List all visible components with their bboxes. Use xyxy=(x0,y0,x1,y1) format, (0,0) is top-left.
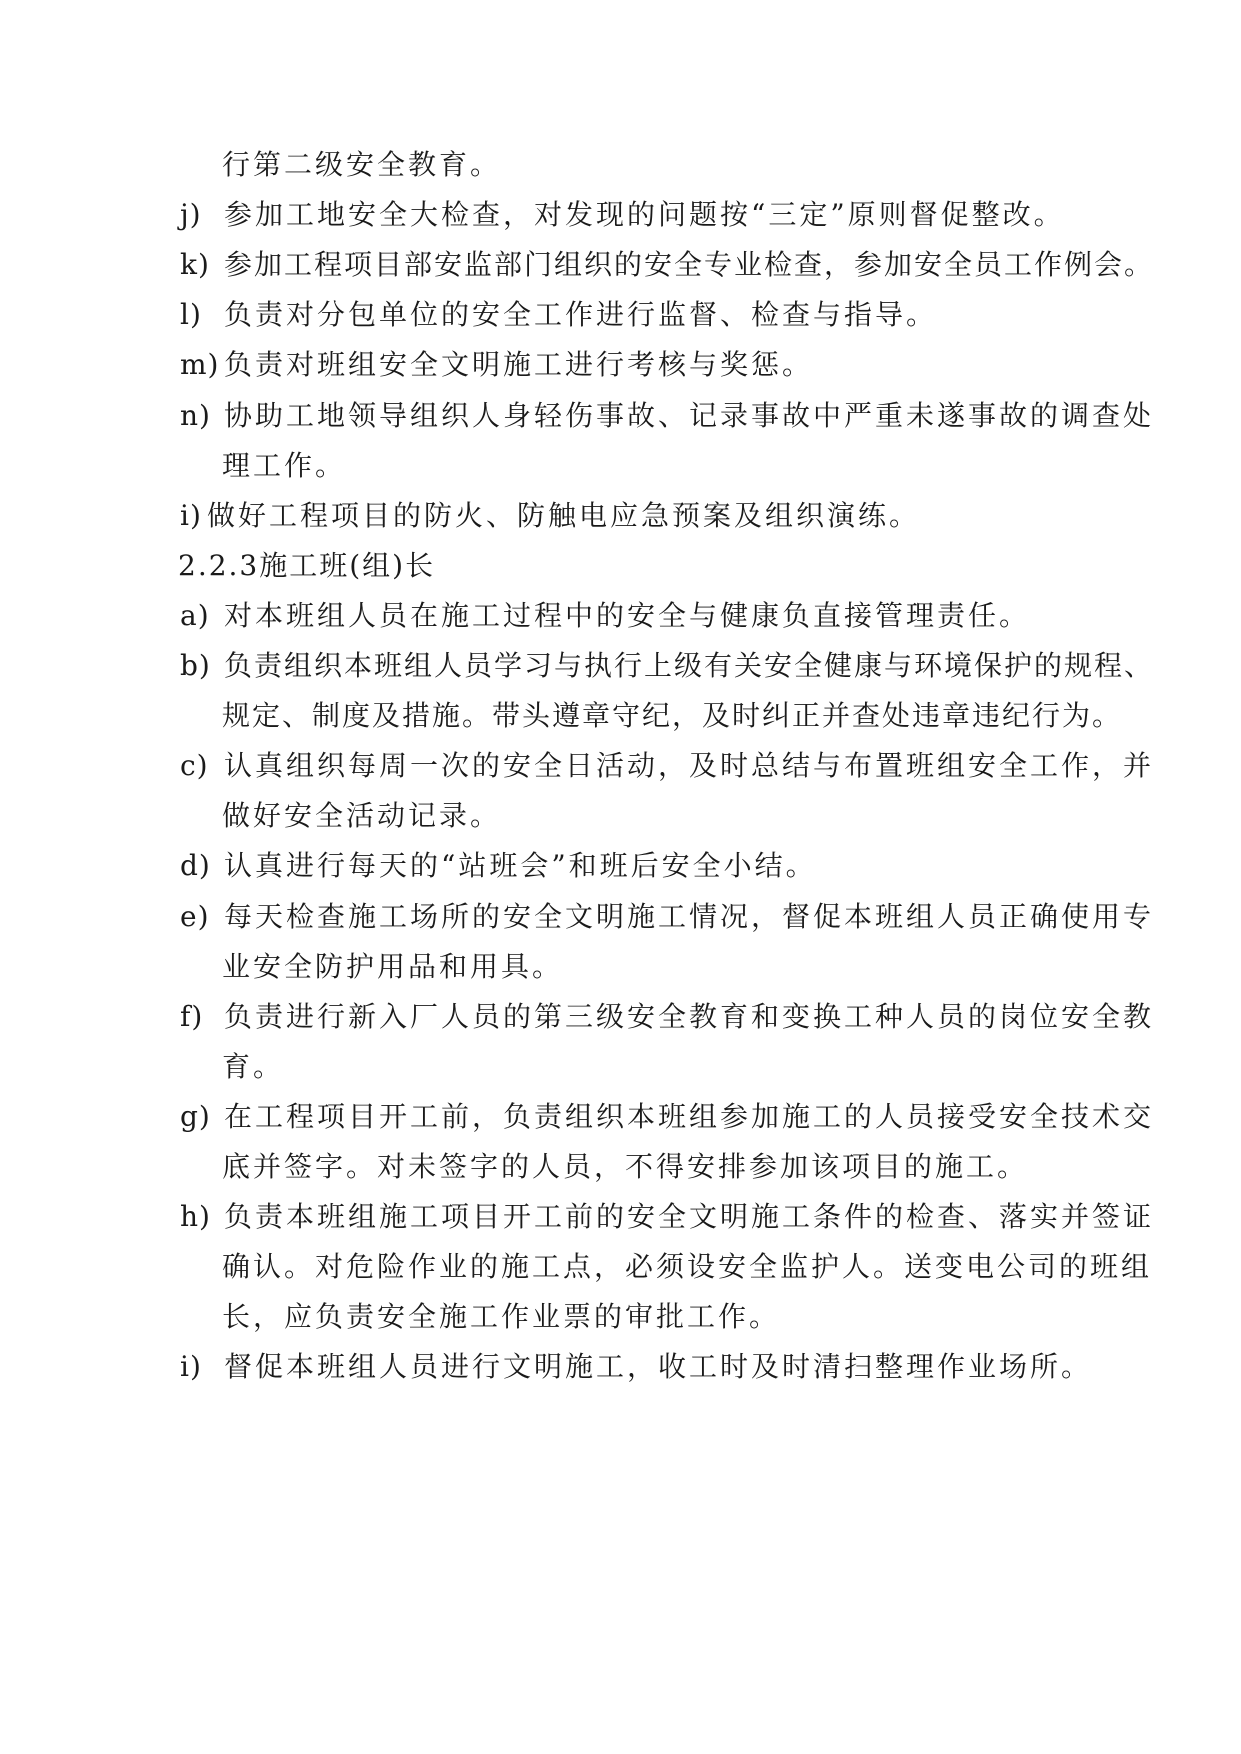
item-label: e) xyxy=(180,900,210,933)
item-text: 负责进行新入厂人员的第三级安全教育和变换工种人员的岗位安全教 xyxy=(224,1000,1155,1033)
item-text: 理工作。 xyxy=(222,449,347,482)
item-label: b) xyxy=(180,649,211,682)
item-text: 每天检查施工场所的安全文明施工情况，督促本班组人员正确使用专 xyxy=(224,900,1155,933)
item-text: 规定、制度及措施。带头遵章守纪，及时纠正并查处违章违纪行为。 xyxy=(222,699,1123,732)
item-text: 负责对分包单位的安全工作进行监督、检查与指导。 xyxy=(224,298,938,331)
item-label: d) xyxy=(180,849,211,882)
item-label: n) xyxy=(180,399,211,432)
section-heading: 2.2.3施工班(组)长 xyxy=(178,549,436,582)
item-label: l) xyxy=(180,298,202,331)
item-label: k) xyxy=(180,248,210,281)
item-text: 认真组织每周一次的安全日活动，及时总结与布置班组安全工作，并 xyxy=(224,749,1155,782)
item-text: 督促本班组人员进行文明施工，收工时及时清扫整理作业场所。 xyxy=(224,1350,1093,1383)
item-text: 对本班组人员在施工过程中的安全与健康负直接管理责任。 xyxy=(224,599,1031,632)
item-text: 参加工程项目部安监部门组织的安全专业检查，参加安全员工作例会。 xyxy=(224,248,1155,281)
item-text: 参加工地安全大检查，对发现的问题按“三定”原则督促整改。 xyxy=(224,198,1065,231)
item-text: 行第二级安全教育。 xyxy=(222,148,502,181)
item-text: 做好安全活动记录。 xyxy=(222,799,502,832)
item-label: i) xyxy=(180,1350,202,1383)
item-text: 负责对班组安全文明施工进行考核与奖惩。 xyxy=(224,348,814,381)
item-label: f) xyxy=(180,1000,204,1033)
item-text: 在工程项目开工前，负责组织本班组参加施工的人员接受安全技术交 xyxy=(224,1100,1155,1133)
item-text: 业安全防护用品和用具。 xyxy=(222,950,564,983)
item-text: 负责组织本班组人员学习与执行上级有关安全健康与环境保护的规程、 xyxy=(224,649,1155,682)
item-text: 负责本班组施工项目开工前的安全文明施工条件的检查、落实并签证 xyxy=(224,1200,1155,1233)
item-text: 做好工程项目的防火、防触电应急预案及组织演练。 xyxy=(207,499,921,532)
item-text: 底并签字。对未签字的人员，不得安排参加该项目的施工。 xyxy=(222,1150,1029,1183)
item-label: i) xyxy=(180,499,202,532)
item-label: a) xyxy=(180,599,210,632)
item-label: g) xyxy=(180,1100,211,1133)
item-text: 育。 xyxy=(222,1050,285,1083)
item-label: h) xyxy=(180,1200,211,1233)
item-label: j) xyxy=(180,198,202,231)
item-text: 认真进行每天的“站班会”和班后安全小结。 xyxy=(224,849,817,882)
item-text: 协助工地领导组织人身轻伤事故、记录事故中严重未遂事故的调查处 xyxy=(224,399,1155,432)
item-text: 确认。对危险作业的施工点，必须设安全监护人。送变电公司的班组 xyxy=(222,1250,1153,1283)
item-text: 长，应负责安全施工作业票的审批工作。 xyxy=(222,1300,781,1333)
item-label: c) xyxy=(180,749,209,782)
item-label: m) xyxy=(180,348,220,381)
